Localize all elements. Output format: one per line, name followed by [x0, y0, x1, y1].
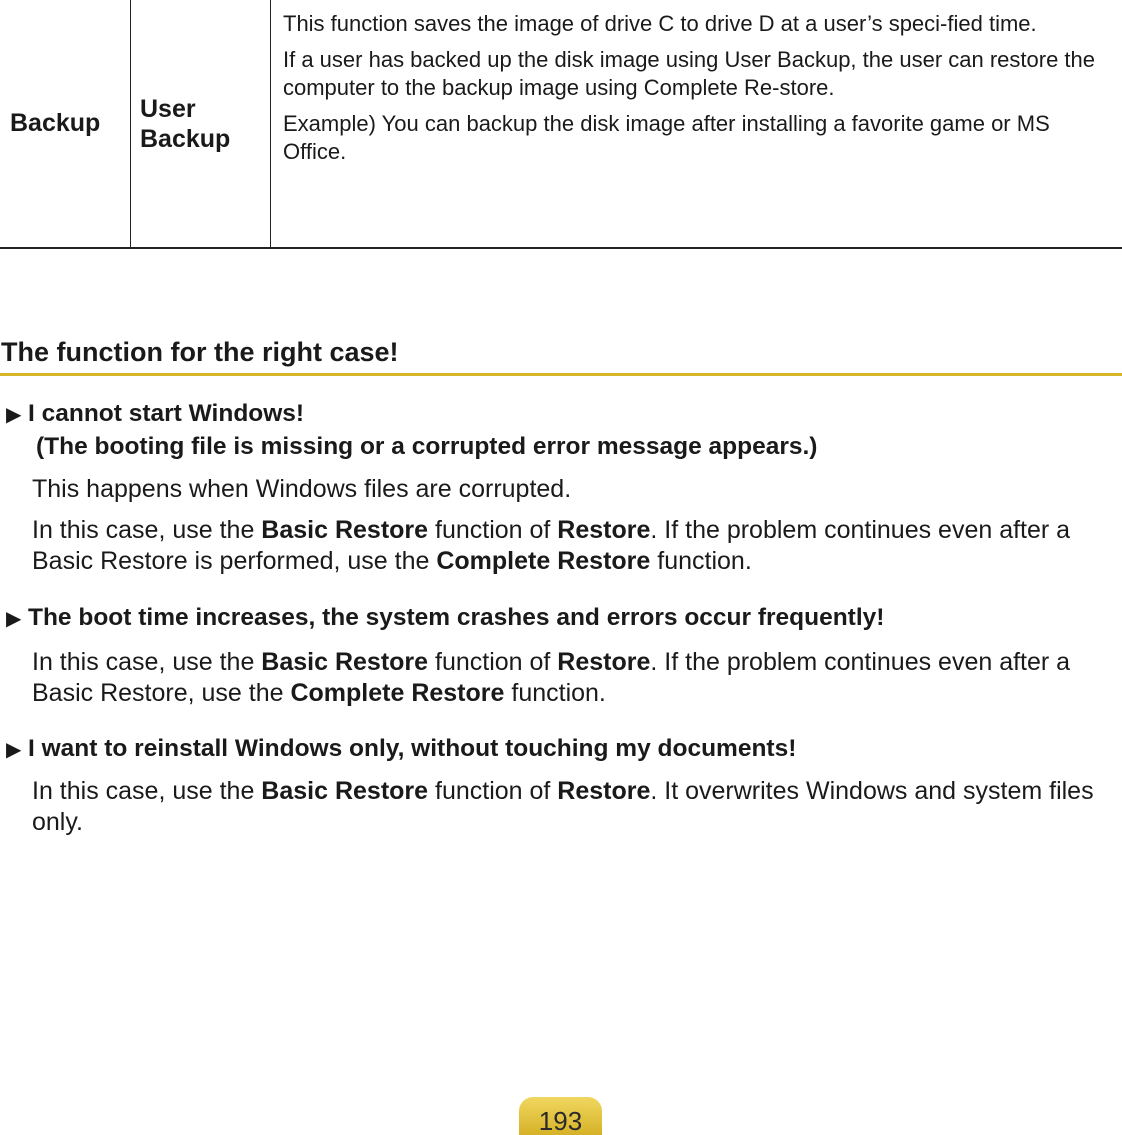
case-answer: In this case, use the Basic Restore function of Restore. If the problem continues even after a Basic Restore is performed, use the Complete Restore function. — [32, 516, 1071, 575]
description-paragraph: If a user has backed up the disk image using User Backup, the user can restore the computer to the backup image using Complete Re-store. — [283, 47, 1096, 100]
basic-restore-term: Basic Restore — [261, 777, 429, 805]
restore-term: Restore — [557, 516, 651, 544]
description-paragraph: Example) You can backup the disk image after installing a favorite game or MS Office. — [283, 111, 1050, 164]
case-heading-line: I cannot start Windows! — [28, 400, 305, 427]
section-title: The function for the right case! — [1, 337, 399, 367]
basic-restore-term: Basic Restore — [261, 648, 429, 676]
complete-restore-term: Complete Restore — [436, 547, 651, 575]
play-arrow-icon: ▶ — [6, 739, 22, 761]
case-heading-subline: (The booting file is missing or a corrupted error message appears.) — [36, 433, 818, 460]
play-arrow-icon: ▶ — [6, 404, 22, 426]
table-description — [283, 0, 1104, 257]
case-intro: This happens when Windows files are corrupted. — [32, 475, 572, 503]
case-heading-line: The boot time increases, the system crashes and errors occur frequently! — [28, 604, 885, 631]
table-category-cell — [0, 0, 131, 247]
restore-term: Restore — [557, 777, 651, 805]
complete-restore-term: Complete Restore — [290, 679, 505, 707]
description-paragraph: This function saves the image of drive C to drive D at a user’s speci-fied time. — [283, 11, 1037, 36]
case-heading-line: I want to reinstall Windows only, without touching my documents! — [28, 735, 797, 762]
case-heading — [6, 602, 884, 635]
basic-restore-term: Basic Restore — [261, 516, 429, 544]
page-number: 193 — [519, 1097, 602, 1135]
backup-table — [0, 0, 1122, 249]
table-category: Backup — [10, 109, 101, 137]
case-answer: In this case, use the Basic Restore function of Restore. It overwrites Windows and system files only. — [32, 777, 1094, 836]
case-heading — [6, 398, 817, 462]
play-arrow-icon: ▶ — [6, 608, 22, 630]
section-divider — [0, 373, 1122, 376]
case-answer: In this case, use the Basic Restore function of Restore. If the problem continues even after a Basic Restore, use the Complete Restore function. — [32, 648, 1071, 707]
restore-term: Restore — [557, 648, 651, 676]
table-subcategory-cell — [131, 0, 271, 247]
case-heading — [6, 733, 796, 766]
table-subcategory: User Backup — [140, 94, 231, 153]
